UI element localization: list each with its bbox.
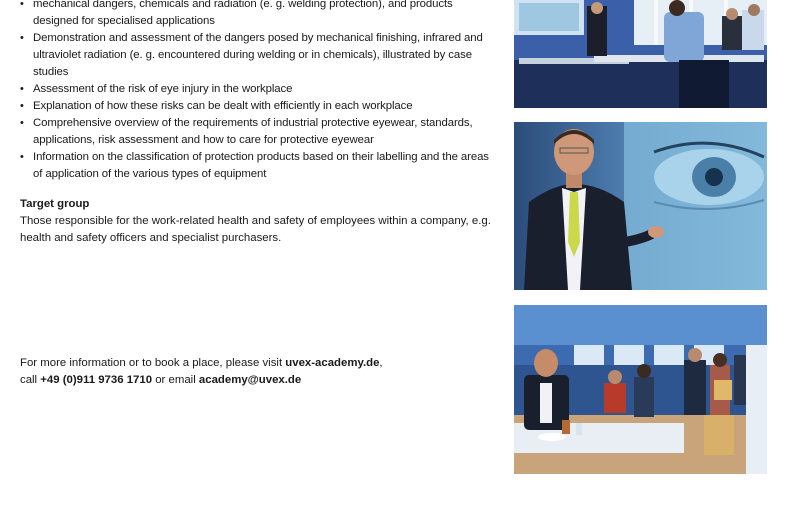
course-content-list	[20, 0, 500, 183]
email-link[interactable]: academy@uvex.de	[198, 374, 302, 386]
bullet-item: • Information on the classification of protection products based on their labelling and the areas of application of the various types of equipment	[20, 149, 500, 183]
website-link[interactable]: uvex-academy.de	[285, 357, 380, 369]
contact-info	[20, 355, 500, 389]
target-group-heading: Target group	[20, 198, 90, 210]
contact-line1-text: For more information or to book a place, please visit	[20, 357, 286, 369]
bullet-list	[20, 0, 500, 183]
bullet-item: • mechanical dangers, chemicals and radiation (e. g. welding protection), and products designed for specialised applications	[20, 0, 500, 30]
bullet-item: • Explanation of how these risks can be dealt with efficiently in each workplace	[20, 98, 500, 115]
contact-line2-text: call	[20, 374, 41, 386]
target-group-body: Those responsible for the work-related health and safety of employees within a company, e.g. health and safety officers and specialist purchasers.	[20, 215, 491, 244]
cafeteria-photo	[514, 305, 767, 474]
phone-number[interactable]: +49 (0)911 9736 1710	[40, 374, 153, 386]
target-group-section	[20, 196, 500, 247]
seminar-room-photo	[514, 0, 767, 108]
presenter-photo	[514, 122, 767, 290]
bullet-item: • Assessment of the risk of eye injury in the workplace	[20, 81, 500, 98]
contact-line2-middle: or email	[152, 374, 199, 386]
contact-line1-suffix: ,	[379, 357, 383, 369]
bullet-item: • Demonstration and assessment of the dangers posed by mechanical finishing, infrared and ultraviolet radiation (e. g. encountered during welding or in chemicals), illustrated by case studies	[20, 30, 500, 81]
bullet-item: • Comprehensive overview of the requirements of industrial protective eyewear, standards, applications, risk assessment and how to care for protective eyewear	[20, 115, 500, 149]
